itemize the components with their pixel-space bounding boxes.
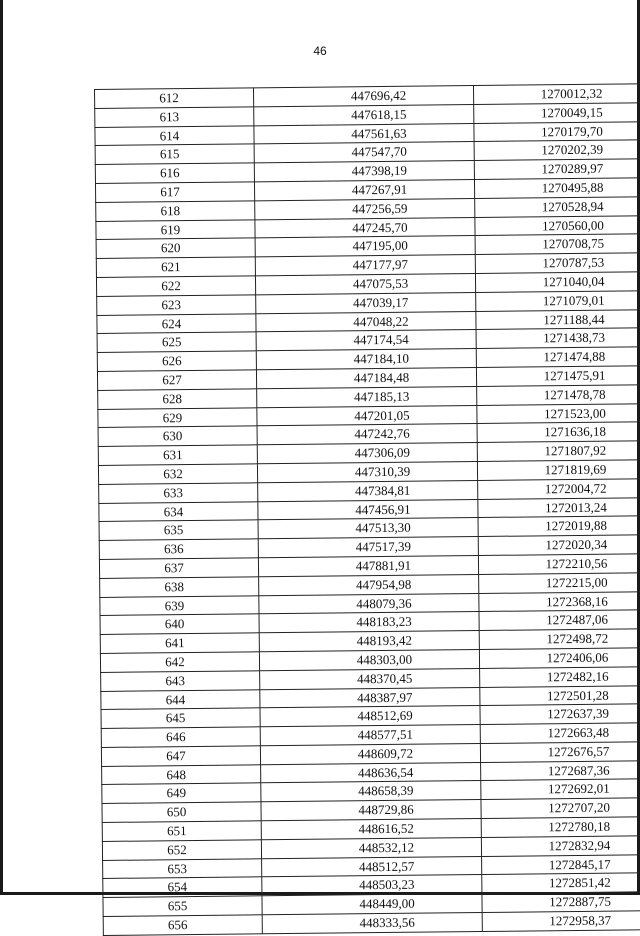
point-number-cell: 652 xyxy=(102,840,261,860)
x-coordinate-cell: 447696,42 xyxy=(253,86,473,107)
y-coordinate-cell: 1270179,70 xyxy=(474,121,640,142)
x-coordinate-cell: 448503,23 xyxy=(262,875,482,896)
y-coordinate-cell: 1272663,48 xyxy=(480,723,640,744)
y-coordinate-cell: 1272501,28 xyxy=(480,685,640,706)
x-coordinate-cell: 447456,91 xyxy=(258,499,478,520)
x-coordinate-cell: 447256,59 xyxy=(255,198,475,219)
y-coordinate-cell: 1271819,69 xyxy=(477,460,640,481)
y-coordinate-cell: 1272368,16 xyxy=(479,591,640,612)
x-coordinate-cell: 448193,42 xyxy=(259,631,479,652)
point-number-cell: 639 xyxy=(100,595,259,615)
y-coordinate-cell: 1272019,88 xyxy=(478,516,640,537)
y-coordinate-cell: 1271636,18 xyxy=(477,422,640,443)
x-coordinate-cell: 447618,15 xyxy=(254,104,474,125)
point-number-cell: 615 xyxy=(95,144,254,164)
point-number-cell: 625 xyxy=(97,332,256,352)
y-coordinate-cell: 1272406,06 xyxy=(479,647,640,668)
point-number-cell: 619 xyxy=(96,219,255,239)
point-number-cell: 637 xyxy=(99,558,258,578)
coordinates-table xyxy=(94,83,640,936)
x-coordinate-cell: 448616,52 xyxy=(261,819,481,840)
y-coordinate-cell: 1270708,75 xyxy=(475,234,640,255)
point-number-cell: 626 xyxy=(97,351,256,371)
x-coordinate-cell: 447185,13 xyxy=(257,386,477,407)
x-coordinate-cell: 447201,05 xyxy=(257,405,477,426)
y-coordinate-cell: 1270289,97 xyxy=(474,159,640,180)
y-coordinate-cell: 1272887,75 xyxy=(482,892,640,913)
point-number-cell: 629 xyxy=(98,407,257,427)
point-number-cell: 632 xyxy=(98,464,257,484)
y-coordinate-cell: 1271438,73 xyxy=(476,328,640,349)
point-number-cell: 646 xyxy=(101,727,260,747)
x-coordinate-cell: 447177,97 xyxy=(255,255,475,276)
point-number-cell: 618 xyxy=(96,201,255,221)
y-coordinate-cell: 1272215,00 xyxy=(479,572,640,593)
scan-border-left xyxy=(0,0,3,895)
point-number-cell: 612 xyxy=(95,88,254,108)
y-coordinate-cell: 1272692,01 xyxy=(481,779,640,800)
x-coordinate-cell: 447561,63 xyxy=(254,123,474,144)
point-number-cell: 640 xyxy=(100,614,259,634)
point-number-cell: 645 xyxy=(101,708,260,728)
x-coordinate-cell: 448512,69 xyxy=(260,706,480,727)
x-coordinate-cell: 448303,00 xyxy=(259,649,479,670)
point-number-cell: 648 xyxy=(102,764,261,784)
x-coordinate-cell: 448609,72 xyxy=(260,743,480,764)
y-coordinate-cell: 1270495,88 xyxy=(474,178,640,199)
point-number-cell: 624 xyxy=(97,313,256,333)
y-coordinate-cell: 1272845,17 xyxy=(482,854,640,875)
point-number-cell: 643 xyxy=(101,671,260,691)
point-number-cell: 627 xyxy=(97,370,256,390)
y-coordinate-cell: 1271475,91 xyxy=(476,366,640,387)
x-coordinate-cell: 447384,81 xyxy=(258,480,478,501)
x-coordinate-cell: 447242,76 xyxy=(257,424,477,445)
point-number-cell: 655 xyxy=(103,896,262,916)
point-number-cell: 649 xyxy=(102,783,261,803)
y-coordinate-cell: 1272637,39 xyxy=(480,704,640,725)
y-coordinate-cell: 1270012,32 xyxy=(473,84,640,105)
x-coordinate-cell: 447048,22 xyxy=(256,311,476,332)
y-coordinate-cell: 1272020,34 xyxy=(478,535,640,556)
point-number-cell: 634 xyxy=(99,501,258,521)
y-coordinate-cell: 1272676,57 xyxy=(480,741,640,762)
y-coordinate-cell: 1271478,78 xyxy=(477,384,640,405)
y-coordinate-cell: 1271079,01 xyxy=(476,290,640,311)
x-coordinate-cell: 447039,17 xyxy=(256,292,476,313)
y-coordinate-cell: 1272687,36 xyxy=(481,760,640,781)
y-coordinate-cell: 1270202,39 xyxy=(474,140,640,161)
y-coordinate-cell: 1272851,42 xyxy=(482,873,640,894)
y-coordinate-cell: 1272487,06 xyxy=(479,610,640,631)
x-coordinate-cell: 447195,00 xyxy=(255,236,475,257)
point-number-cell: 628 xyxy=(98,389,257,409)
x-coordinate-cell: 447075,53 xyxy=(255,273,475,294)
y-coordinate-cell: 1271523,00 xyxy=(477,403,640,424)
point-number-cell: 651 xyxy=(102,821,261,841)
x-coordinate-cell: 448532,12 xyxy=(261,837,481,858)
x-coordinate-cell: 447398,19 xyxy=(254,161,474,182)
y-coordinate-cell: 1271188,44 xyxy=(476,309,640,330)
point-number-cell: 636 xyxy=(99,539,258,559)
x-coordinate-cell: 448449,00 xyxy=(262,894,482,915)
page-number: 46 xyxy=(313,44,327,58)
x-coordinate-cell: 447517,39 xyxy=(258,537,478,558)
point-number-cell: 653 xyxy=(103,858,262,878)
x-coordinate-cell: 447174,54 xyxy=(256,330,476,351)
point-number-cell: 633 xyxy=(99,483,258,503)
y-coordinate-cell: 1272004,72 xyxy=(478,478,640,499)
point-number-cell: 630 xyxy=(98,426,257,446)
coordinates-table-body xyxy=(95,84,640,936)
y-coordinate-cell: 1272210,56 xyxy=(478,553,640,574)
x-coordinate-cell: 448729,86 xyxy=(261,800,481,821)
y-coordinate-cell: 1272958,37 xyxy=(482,911,640,932)
point-number-cell: 620 xyxy=(96,238,255,258)
y-coordinate-cell: 1272482,16 xyxy=(480,666,640,687)
x-coordinate-cell: 448577,51 xyxy=(260,725,480,746)
x-coordinate-cell: 448079,36 xyxy=(259,593,479,614)
x-coordinate-cell: 447513,30 xyxy=(258,518,478,539)
x-coordinate-cell: 448370,45 xyxy=(260,668,480,689)
x-coordinate-cell: 448183,23 xyxy=(259,612,479,633)
point-number-cell: 622 xyxy=(96,276,255,296)
point-number-cell: 654 xyxy=(103,877,262,897)
y-coordinate-cell: 1271474,88 xyxy=(476,347,640,368)
point-number-cell: 641 xyxy=(100,633,259,653)
x-coordinate-cell: 447881,91 xyxy=(258,555,478,576)
x-coordinate-cell: 447245,70 xyxy=(255,217,475,238)
x-coordinate-cell: 447310,39 xyxy=(257,461,477,482)
x-coordinate-cell: 447267,91 xyxy=(254,180,474,201)
y-coordinate-cell: 1270528,94 xyxy=(475,196,640,217)
point-number-cell: 623 xyxy=(97,295,256,315)
x-coordinate-cell: 448658,39 xyxy=(261,781,481,802)
point-number-cell: 650 xyxy=(102,802,261,822)
x-coordinate-cell: 447954,98 xyxy=(259,574,479,595)
x-coordinate-cell: 447306,09 xyxy=(257,443,477,464)
y-coordinate-cell: 1272832,94 xyxy=(481,835,640,856)
point-number-cell: 613 xyxy=(95,107,254,127)
y-coordinate-cell: 1270049,15 xyxy=(474,102,640,123)
y-coordinate-cell: 1270560,00 xyxy=(475,215,640,236)
point-number-cell: 614 xyxy=(95,125,254,145)
point-number-cell: 656 xyxy=(103,915,262,935)
y-coordinate-cell: 1272013,24 xyxy=(478,497,640,518)
x-coordinate-cell: 448512,57 xyxy=(262,856,482,877)
x-coordinate-cell: 447547,70 xyxy=(254,142,474,163)
x-coordinate-cell: 448333,56 xyxy=(262,913,482,934)
y-coordinate-cell: 1271807,92 xyxy=(477,441,640,462)
point-number-cell: 642 xyxy=(100,652,259,672)
point-number-cell: 644 xyxy=(101,689,260,709)
x-coordinate-cell: 447184,48 xyxy=(256,367,476,388)
point-number-cell: 621 xyxy=(96,257,255,277)
y-coordinate-cell: 1272780,18 xyxy=(481,817,640,838)
point-number-cell: 616 xyxy=(95,163,254,183)
y-coordinate-cell: 1271040,04 xyxy=(475,272,640,293)
y-coordinate-cell: 1272707,20 xyxy=(481,798,640,819)
point-number-cell: 638 xyxy=(100,577,259,597)
point-number-cell: 647 xyxy=(101,746,260,766)
x-coordinate-cell: 448636,54 xyxy=(261,762,481,783)
x-coordinate-cell: 448387,97 xyxy=(260,687,480,708)
y-coordinate-cell: 1272498,72 xyxy=(479,629,640,650)
point-number-cell: 635 xyxy=(99,520,258,540)
point-number-cell: 631 xyxy=(98,445,257,465)
point-number-cell: 617 xyxy=(95,182,254,202)
y-coordinate-cell: 1270787,53 xyxy=(475,253,640,274)
x-coordinate-cell: 447184,10 xyxy=(256,349,476,370)
